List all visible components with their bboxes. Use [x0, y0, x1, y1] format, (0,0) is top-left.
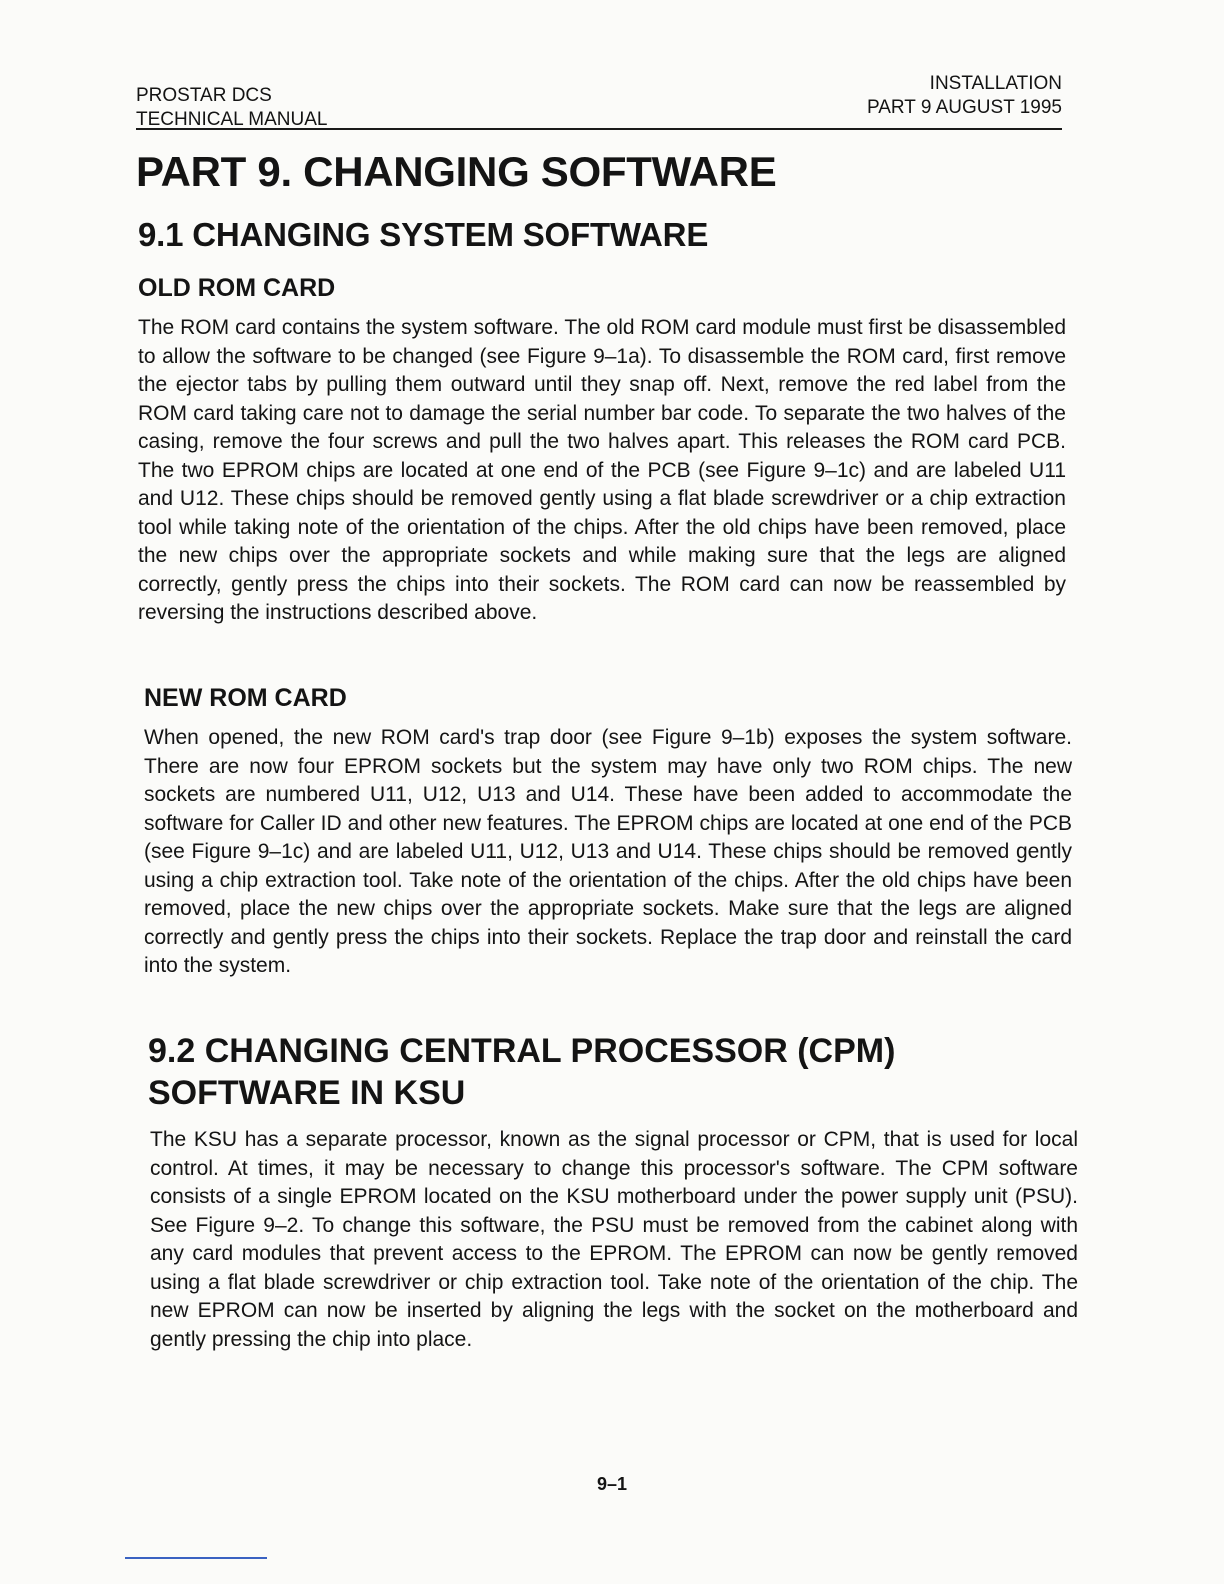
- page-number: 9–1: [596, 1474, 628, 1494]
- page-header: [136, 70, 1062, 130]
- part-title: PART 9. CHANGING SOFTWARE: [136, 148, 777, 195]
- new-rom-paragraph: When opened, the new ROM card's trap door (see Figure 9–1b) exposes the system software. There are now four EPROM sockets but the system may have only two ROM chips. The new sockets are numbered U11, U12, U13 and U14. These have been added to accommodate the software for Caller ID and other new features. The EPROM chips are located at one end of the PCB (see Figure 9–1c) and are labeled U11, U12, U13 and U14. These chips should be removed gently using a chip extraction tool. Take note of the orientation of the chips. After the old chips have been removed, place the new chips over the appropriate sockets. Make sure that the legs are aligned correctly and gently press the chips into their sockets. Replace the trap door and reinstall the card into the system.: [144, 726, 1072, 977]
- section-heading-9-2: [148, 1030, 895, 1114]
- section-name: INSTALLATION: [929, 73, 1062, 94]
- header-left: [136, 84, 327, 132]
- manual-name: TECHNICAL MANUAL: [136, 109, 328, 130]
- old-rom-paragraph: The ROM card contains the system software. The old ROM card module must first be disassembled to allow the software to be changed (see Figure 9–1a). To disassemble the ROM card, first remove the ejector tabs by pulling them outward until they snap off. Next, remove the red label from the ROM card taking care not to damage the serial number bar code. To separate the two halves of the casing, remove the four screws and pull the two halves apart. This releases the ROM card PCB. The two EPROM chips are located at one end of the PCB (see Figure 9–1c) and are labeled U11 and U12. These chips should be removed gently using a flat blade screwdriver or a chip extraction tool while taking note of the orientation of the chips. After the old chips have been removed, place the new chips over the appropriate sockets and while making sure that the legs are aligned correctly, gently press the chips into their sockets. The ROM card can now be reassembled by reversing the instructions described above.: [138, 316, 1066, 624]
- cpm-paragraph: The KSU has a separate processor, known as the signal processor or CPM, that is used for local control. At times, it may be necessary to change this processor's software. The CPM software consists of a single EPROM located on the KSU motherboard under the power supply unit (PSU). See Figure 9–2. To change this software, the PSU must be removed from the cabinet along with any card modules that prevent access to the EPROM. The EPROM can now be gently removed using a flat blade screwdriver or chip extraction tool. Take note of the orientation of the chip. The new EPROM can now be inserted by aligning the legs with the socket on the motherboard and gently pressing the chip into place.: [150, 1128, 1078, 1351]
- section-heading-9-1: 9.1 CHANGING SYSTEM SOFTWARE: [138, 216, 709, 253]
- header-right: [867, 72, 1062, 120]
- section-heading-9-2-line1: 9.2 CHANGING CENTRAL PROCESSOR (CPM): [148, 1032, 896, 1070]
- product-name: PROSTAR DCS: [136, 85, 272, 106]
- part-date: PART 9 AUGUST 1995: [866, 97, 1062, 118]
- subsection-heading-new-rom: NEW ROM CARD: [144, 684, 347, 712]
- section-heading-9-2-line2: SOFTWARE IN KSU: [148, 1074, 466, 1112]
- scan-artifact-line: [125, 1557, 267, 1559]
- subsection-heading-old-rom: OLD ROM CARD: [138, 274, 336, 302]
